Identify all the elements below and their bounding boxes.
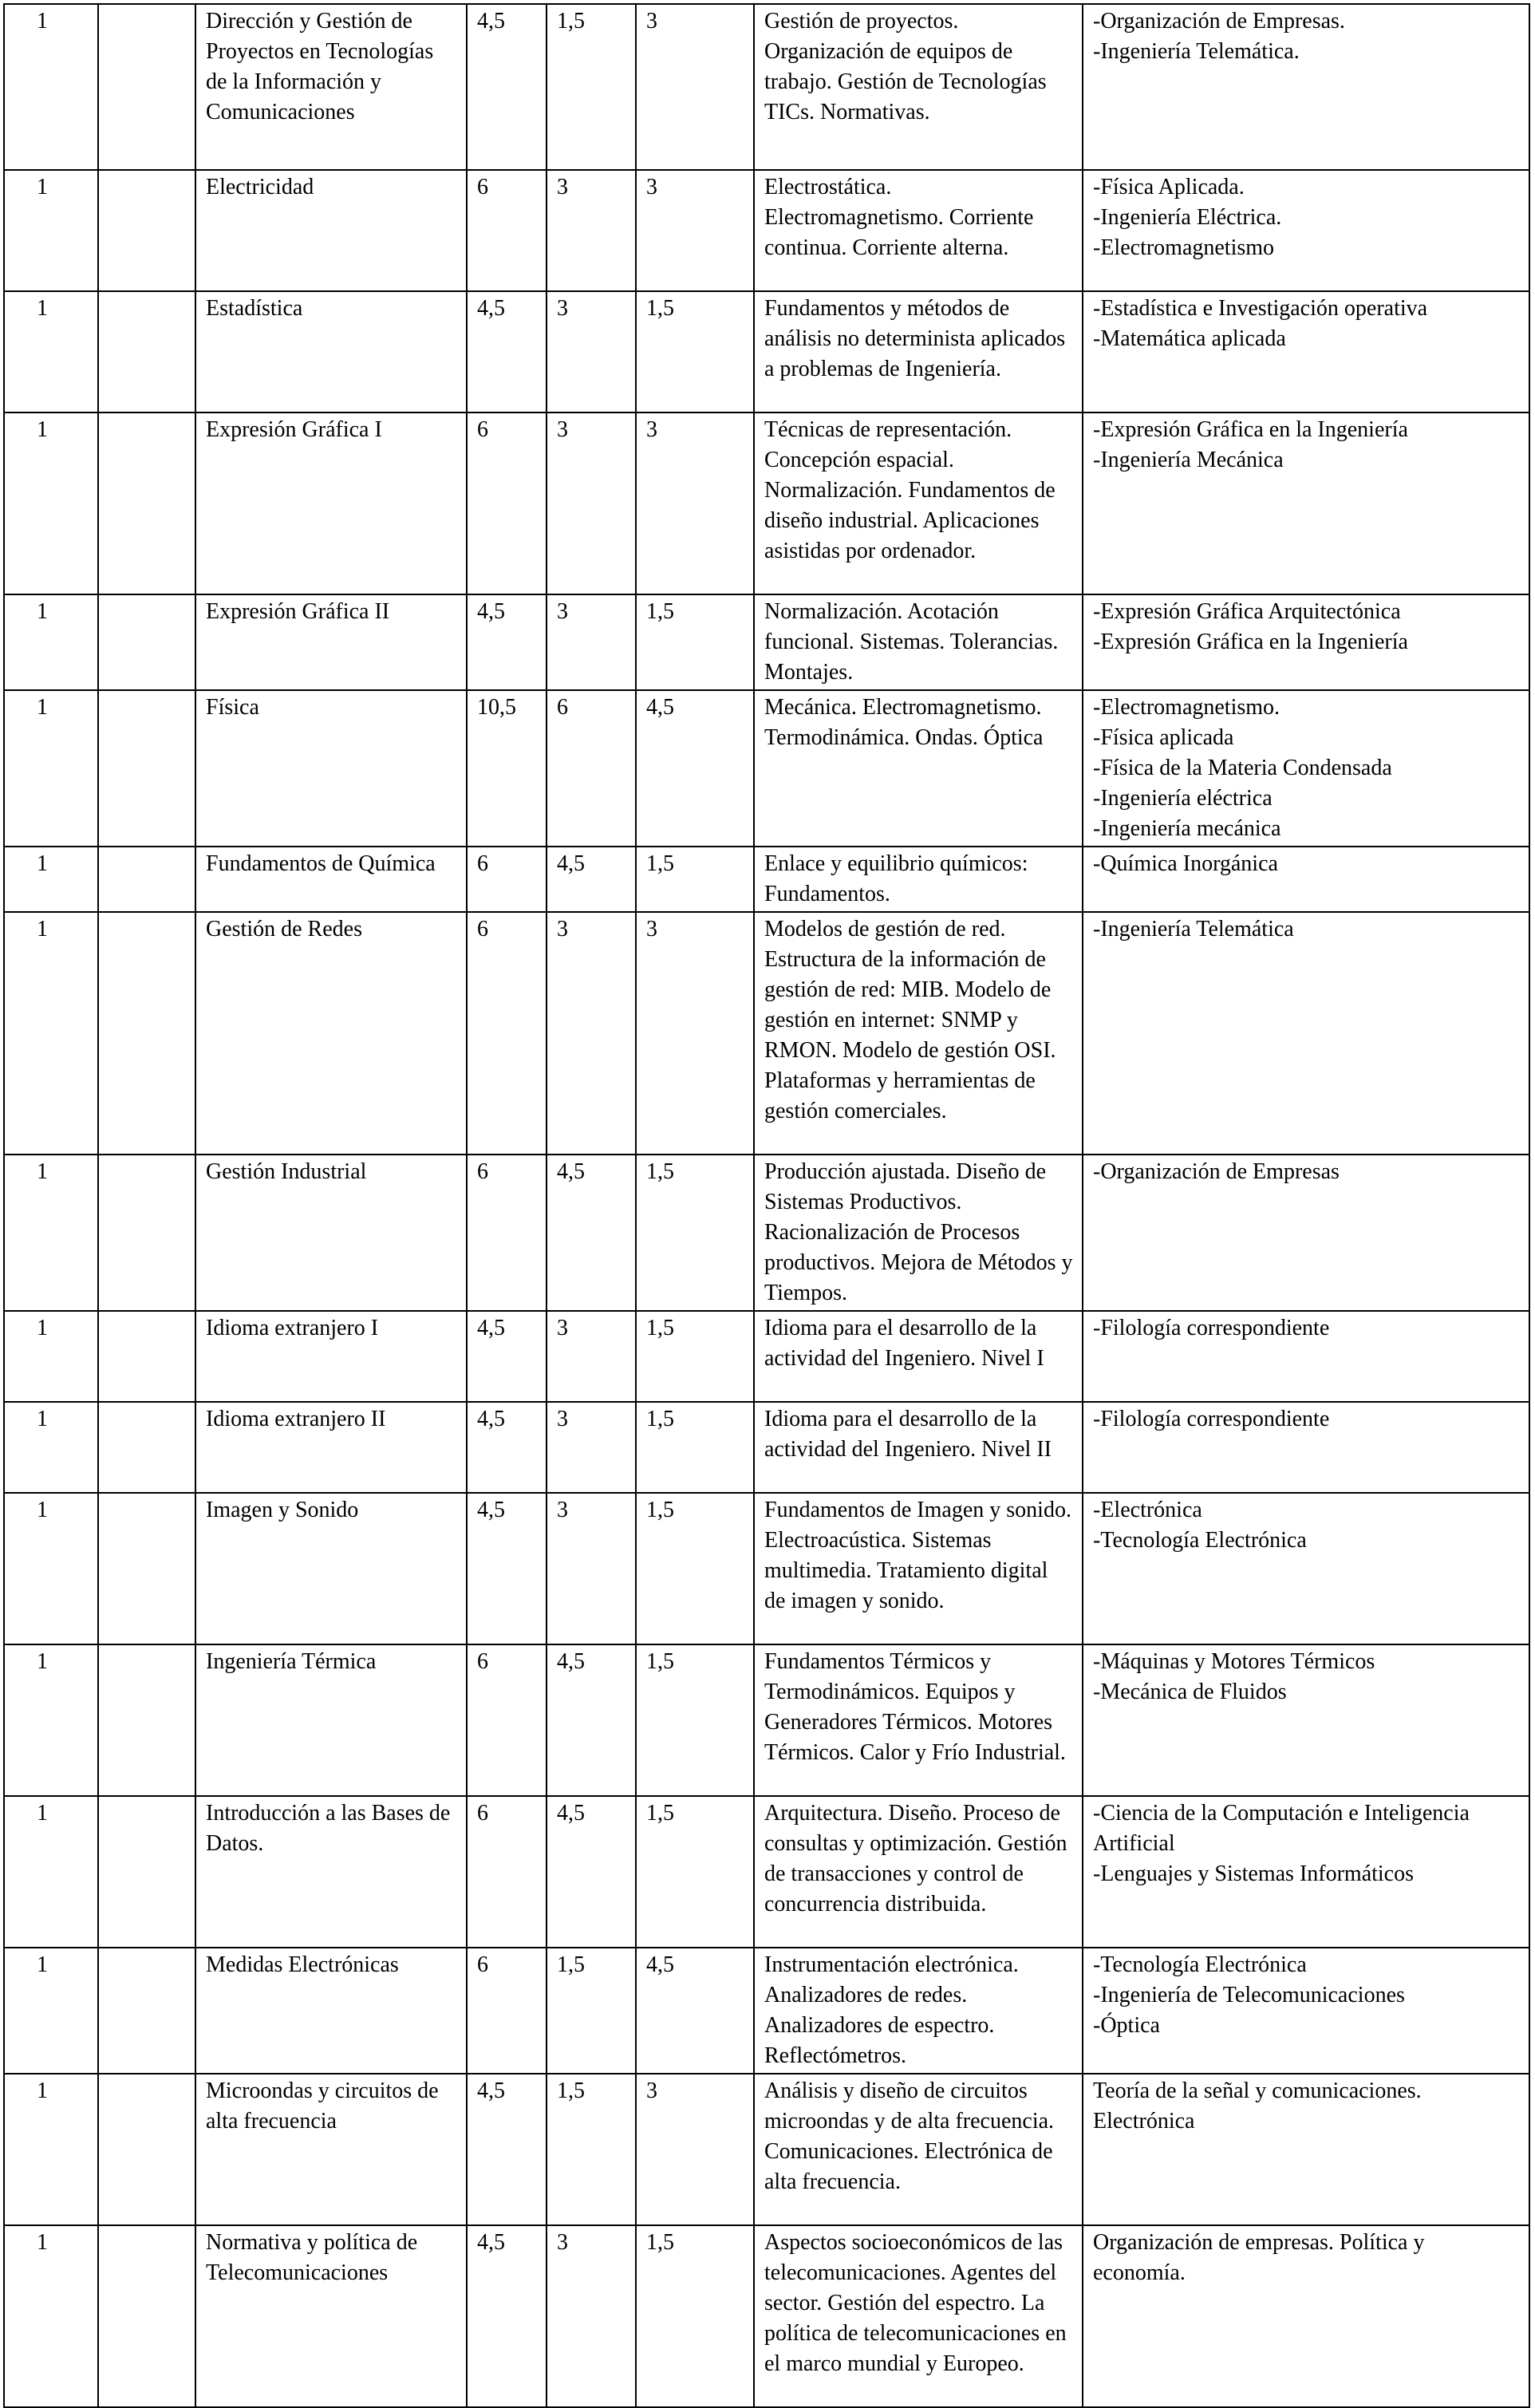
course-cell: 1 xyxy=(4,1948,98,2074)
theory-credits-cell: 4,5 xyxy=(547,1796,636,1948)
total-credits-cell: 6 xyxy=(467,847,547,912)
table-row xyxy=(4,912,1529,1155)
type-cell xyxy=(98,4,195,170)
table-row xyxy=(4,1948,1529,2074)
table-row xyxy=(4,4,1529,170)
type-cell xyxy=(98,1796,195,1948)
subject-cell: Idioma extranjero I xyxy=(195,1311,467,1402)
practical-credits-cell: 3 xyxy=(636,4,754,170)
knowledge-areas-cell: Teoría de la señal y comunicaciones. Electrónica xyxy=(1083,2074,1529,2225)
total-credits-cell: 6 xyxy=(467,1155,547,1311)
course-cell: 1 xyxy=(4,2074,98,2225)
practical-credits-cell: 1,5 xyxy=(636,1644,754,1796)
course-cell: 1 xyxy=(4,594,98,690)
descriptor-cell: Idioma para el desarrollo de la actividad del Ingeniero. Nivel II xyxy=(754,1402,1083,1493)
descriptor-cell: Normalización. Acotación funcional. Sistemas. Tolerancias. Montajes. xyxy=(754,594,1083,690)
table-row xyxy=(4,690,1529,847)
subject-cell: Fundamentos de Química xyxy=(195,847,467,912)
course-cell: 1 xyxy=(4,2225,98,2407)
theory-credits-cell: 1,5 xyxy=(547,1948,636,2074)
total-credits-cell: 4,5 xyxy=(467,1311,547,1402)
table-row xyxy=(4,1155,1529,1311)
practical-credits-cell: 3 xyxy=(636,2074,754,2225)
subject-cell: Gestión Industrial xyxy=(195,1155,467,1311)
subject-cell: Idioma extranjero II xyxy=(195,1402,467,1493)
descriptor-cell: Fundamentos Térmicos y Termodinámicos. Equipos y Generadores Térmicos. Motores Térmicos. Calor y Frío Industrial. xyxy=(754,1644,1083,1796)
type-cell xyxy=(98,1948,195,2074)
table-row xyxy=(4,1796,1529,1948)
descriptor-cell: Enlace y equilibrio químicos: Fundamentos. xyxy=(754,847,1083,912)
table-row xyxy=(4,2074,1529,2225)
course-cell: 1 xyxy=(4,413,98,594)
total-credits-cell: 6 xyxy=(467,1644,547,1796)
course-cell: 1 xyxy=(4,1493,98,1644)
theory-credits-cell: 4,5 xyxy=(547,847,636,912)
theory-credits-cell: 3 xyxy=(547,1311,636,1402)
practical-credits-cell: 1,5 xyxy=(636,291,754,413)
total-credits-cell: 6 xyxy=(467,912,547,1155)
subject-cell: Imagen y Sonido xyxy=(195,1493,467,1644)
type-cell xyxy=(98,170,195,291)
practical-credits-cell: 3 xyxy=(636,413,754,594)
total-credits-cell: 4,5 xyxy=(467,1402,547,1493)
type-cell xyxy=(98,291,195,413)
total-credits-cell: 4,5 xyxy=(467,2225,547,2407)
theory-credits-cell: 3 xyxy=(547,413,636,594)
theory-credits-cell: 3 xyxy=(547,1402,636,1493)
descriptor-cell: Técnicas de representación. Concepción espacial. Normalización. Fundamentos de diseño industrial. Aplicaciones asistidas por ordenador. xyxy=(754,413,1083,594)
subject-cell: Física xyxy=(195,690,467,847)
table-row xyxy=(4,594,1529,690)
course-cell: 1 xyxy=(4,912,98,1155)
knowledge-areas-cell: -Filología correspondiente xyxy=(1083,1311,1529,1402)
knowledge-areas-cell: -Organización de Empresas xyxy=(1083,1155,1529,1311)
knowledge-areas-cell: -Organización de Empresas. -Ingeniería Telemática. xyxy=(1083,4,1529,170)
table-row xyxy=(4,170,1529,291)
theory-credits-cell: 3 xyxy=(547,912,636,1155)
table-row xyxy=(4,1493,1529,1644)
table-row xyxy=(4,291,1529,413)
type-cell xyxy=(98,2225,195,2407)
type-cell xyxy=(98,594,195,690)
course-cell: 1 xyxy=(4,847,98,912)
total-credits-cell: 4,5 xyxy=(467,291,547,413)
theory-credits-cell: 3 xyxy=(547,594,636,690)
practical-credits-cell: 1,5 xyxy=(636,847,754,912)
type-cell xyxy=(98,1402,195,1493)
course-cell: 1 xyxy=(4,1402,98,1493)
theory-credits-cell: 1,5 xyxy=(547,2074,636,2225)
subject-cell: Estadística xyxy=(195,291,467,413)
descriptor-cell: Producción ajustada. Diseño de Sistemas Productivos. Racionalización de Procesos productivos. Mejora de Métodos y Tiempos. xyxy=(754,1155,1083,1311)
curriculum-table xyxy=(3,3,1530,2408)
type-cell xyxy=(98,1493,195,1644)
descriptor-cell: Análisis y diseño de circuitos microondas y de alta frecuencia. Comunicaciones. Electrónica de alta frecuencia. xyxy=(754,2074,1083,2225)
total-credits-cell: 10,5 xyxy=(467,690,547,847)
descriptor-cell: Idioma para el desarrollo de la actividad del Ingeniero. Nivel I xyxy=(754,1311,1083,1402)
knowledge-areas-cell: Organización de empresas. Política y economía. xyxy=(1083,2225,1529,2407)
practical-credits-cell: 1,5 xyxy=(636,594,754,690)
descriptor-cell: Arquitectura. Diseño. Proceso de consultas y optimización. Gestión de transacciones y control de concurrencia distribuida. xyxy=(754,1796,1083,1948)
total-credits-cell: 4,5 xyxy=(467,2074,547,2225)
knowledge-areas-cell: -Electrónica -Tecnología Electrónica xyxy=(1083,1493,1529,1644)
practical-credits-cell: 1,5 xyxy=(636,1155,754,1311)
course-cell: 1 xyxy=(4,1311,98,1402)
subject-cell: Expresión Gráfica II xyxy=(195,594,467,690)
table-row xyxy=(4,1311,1529,1402)
total-credits-cell: 4,5 xyxy=(467,1493,547,1644)
knowledge-areas-cell: -Tecnología Electrónica -Ingeniería de Telecomunicaciones -Óptica xyxy=(1083,1948,1529,2074)
descriptor-cell: Fundamentos y métodos de análisis no determinista aplicados a problemas de Ingeniería. xyxy=(754,291,1083,413)
subject-cell: Microondas y circuitos de alta frecuencia xyxy=(195,2074,467,2225)
knowledge-areas-cell: -Física Aplicada. -Ingeniería Eléctrica. -Electromagnetismo xyxy=(1083,170,1529,291)
table-row xyxy=(4,2225,1529,2407)
type-cell xyxy=(98,2074,195,2225)
knowledge-areas-cell: -Expresión Gráfica Arquitectónica -Expresión Gráfica en la Ingeniería xyxy=(1083,594,1529,690)
type-cell xyxy=(98,1644,195,1796)
descriptor-cell: Aspectos socioeconómicos de las telecomunicaciones. Agentes del sector. Gestión del espectro. La política de telecomunicaciones en el marco mundial y Europeo. xyxy=(754,2225,1083,2407)
total-credits-cell: 6 xyxy=(467,1948,547,2074)
practical-credits-cell: 1,5 xyxy=(636,1402,754,1493)
knowledge-areas-cell: -Máquinas y Motores Térmicos -Mecánica de Fluidos xyxy=(1083,1644,1529,1796)
knowledge-areas-cell: -Filología correspondiente xyxy=(1083,1402,1529,1493)
type-cell xyxy=(98,1311,195,1402)
total-credits-cell: 4,5 xyxy=(467,4,547,170)
theory-credits-cell: 1,5 xyxy=(547,4,636,170)
theory-credits-cell: 4,5 xyxy=(547,1155,636,1311)
descriptor-cell: Instrumentación electrónica. Analizadores de redes. Analizadores de espectro. Reflectómetros. xyxy=(754,1948,1083,2074)
course-cell: 1 xyxy=(4,4,98,170)
course-cell: 1 xyxy=(4,170,98,291)
practical-credits-cell: 4,5 xyxy=(636,1948,754,2074)
subject-cell: Ingeniería Térmica xyxy=(195,1644,467,1796)
course-cell: 1 xyxy=(4,1796,98,1948)
total-credits-cell: 6 xyxy=(467,413,547,594)
total-credits-cell: 6 xyxy=(467,170,547,291)
practical-credits-cell: 1,5 xyxy=(636,2225,754,2407)
course-cell: 1 xyxy=(4,1644,98,1796)
knowledge-areas-cell: -Ingeniería Telemática xyxy=(1083,912,1529,1155)
subject-cell: Introducción a las Bases de Datos. xyxy=(195,1796,467,1948)
course-cell: 1 xyxy=(4,690,98,847)
total-credits-cell: 4,5 xyxy=(467,594,547,690)
knowledge-areas-cell: -Expresión Gráfica en la Ingeniería -Ingeniería Mecánica xyxy=(1083,413,1529,594)
descriptor-cell: Mecánica. Electromagnetismo. Termodinámica. Ondas. Óptica xyxy=(754,690,1083,847)
table-row xyxy=(4,1644,1529,1796)
subject-cell: Medidas Electrónicas xyxy=(195,1948,467,2074)
descriptor-cell: Modelos de gestión de red. Estructura de la información de gestión de red: MIB. Modelo de gestión en internet: SNMP y RMON. Modelo de gestión OSI. Plataformas y herramientas de gestión comerciales. xyxy=(754,912,1083,1155)
practical-credits-cell: 3 xyxy=(636,912,754,1155)
theory-credits-cell: 3 xyxy=(547,1493,636,1644)
subject-cell: Dirección y Gestión de Proyectos en Tecnologías de la Información y Comunicaciones xyxy=(195,4,467,170)
subject-cell: Gestión de Redes xyxy=(195,912,467,1155)
table-row xyxy=(4,847,1529,912)
course-cell: 1 xyxy=(4,291,98,413)
course-cell: 1 xyxy=(4,1155,98,1311)
type-cell xyxy=(98,847,195,912)
type-cell xyxy=(98,690,195,847)
practical-credits-cell: 1,5 xyxy=(636,1493,754,1644)
theory-credits-cell: 3 xyxy=(547,170,636,291)
knowledge-areas-cell: -Química Inorgánica xyxy=(1083,847,1529,912)
subject-cell: Expresión Gráfica I xyxy=(195,413,467,594)
theory-credits-cell: 3 xyxy=(547,2225,636,2407)
descriptor-cell: Fundamentos de Imagen y sonido. Electroacústica. Sistemas multimedia. Tratamiento digital de imagen y sonido. xyxy=(754,1493,1083,1644)
curriculum-table-body xyxy=(4,4,1529,2407)
practical-credits-cell: 1,5 xyxy=(636,1311,754,1402)
theory-credits-cell: 6 xyxy=(547,690,636,847)
table-row xyxy=(4,413,1529,594)
practical-credits-cell: 4,5 xyxy=(636,690,754,847)
knowledge-areas-cell: -Electromagnetismo. -Física aplicada -Física de la Materia Condensada -Ingeniería eléctrica -Ingeniería mecánica xyxy=(1083,690,1529,847)
theory-credits-cell: 4,5 xyxy=(547,1644,636,1796)
subject-cell: Normativa y política de Telecomunicaciones xyxy=(195,2225,467,2407)
knowledge-areas-cell: -Estadística e Investigación operativa -Matemática aplicada xyxy=(1083,291,1529,413)
type-cell xyxy=(98,912,195,1155)
descriptor-cell: Gestión de proyectos. Organización de equipos de trabajo. Gestión de Tecnologías TICs. Normativas. xyxy=(754,4,1083,170)
knowledge-areas-cell: -Ciencia de la Computación e Inteligencia Artificial -Lenguajes y Sistemas Informáticos xyxy=(1083,1796,1529,1948)
total-credits-cell: 6 xyxy=(467,1796,547,1948)
table-row xyxy=(4,1402,1529,1493)
subject-cell: Electricidad xyxy=(195,170,467,291)
practical-credits-cell: 1,5 xyxy=(636,1796,754,1948)
descriptor-cell: Electrostática. Electromagnetismo. Corriente continua. Corriente alterna. xyxy=(754,170,1083,291)
practical-credits-cell: 3 xyxy=(636,170,754,291)
theory-credits-cell: 3 xyxy=(547,291,636,413)
type-cell xyxy=(98,413,195,594)
type-cell xyxy=(98,1155,195,1311)
